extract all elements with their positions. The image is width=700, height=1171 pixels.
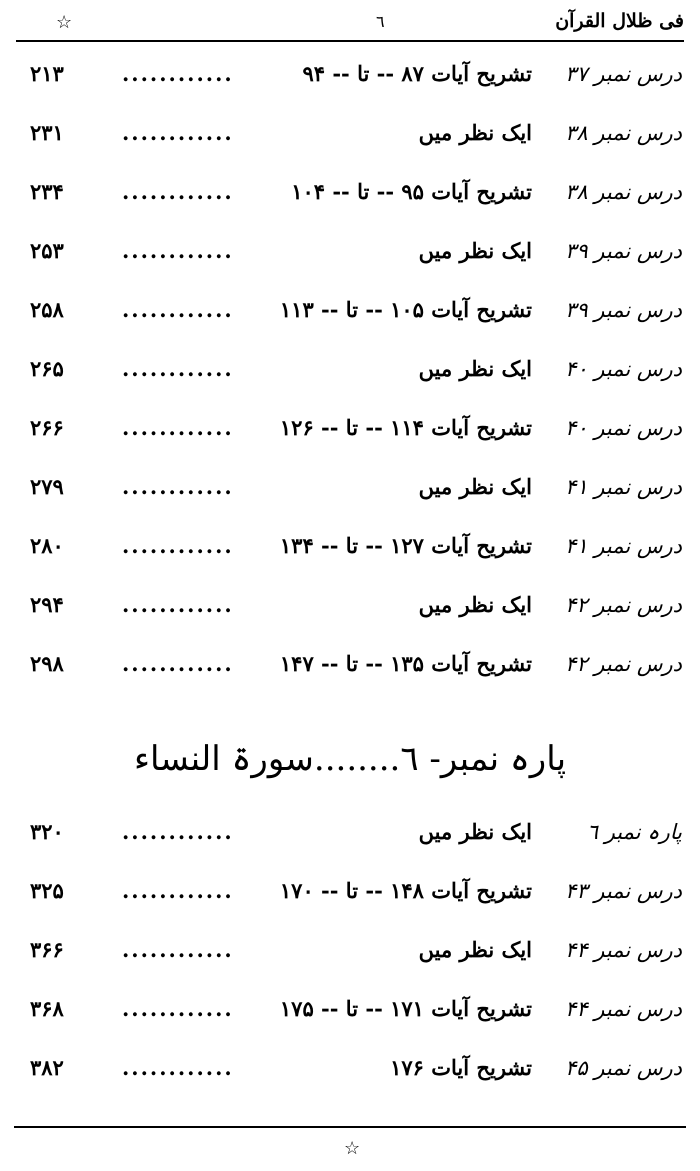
lesson-label: درس نمبر ۴۴ (565, 938, 682, 962)
toc-row (0, 406, 700, 450)
page-ref: ۳۶۶ (30, 937, 64, 962)
toc-description: ایک نظر میں (418, 592, 532, 617)
page-ref: ۲۸۰ (30, 533, 64, 558)
toc-description: تشریح آیات ۱۷۶ (390, 1055, 532, 1080)
toc-description: ایک نظر میں (418, 120, 532, 145)
toc-description: ایک نظر میں (418, 356, 532, 381)
lesson-label: درس نمبر ۴۰ (565, 416, 682, 440)
lesson-label: درس نمبر ۴۱ (565, 534, 682, 558)
page-number: ٦ (376, 12, 385, 31)
page-ref: ۳۶۸ (30, 996, 64, 1021)
toc-row (0, 52, 700, 96)
leader-dots: ............ (122, 120, 234, 145)
page-ref: ۲۵۳ (30, 238, 64, 263)
leader-dots: ............ (122, 878, 234, 903)
leader-dots: ............ (122, 356, 234, 381)
leader-dots: ............ (122, 179, 234, 204)
leader-dots: ............ (122, 415, 234, 440)
toc-row (0, 869, 700, 913)
toc-row (0, 642, 700, 686)
leader-dots: ............ (122, 937, 234, 962)
lesson-label: درس نمبر ۳۹ (565, 298, 682, 322)
leader-dots: ............ (122, 1055, 234, 1080)
toc-row (0, 987, 700, 1031)
leader-dots: ............ (122, 592, 234, 617)
toc-row (0, 347, 700, 391)
leader-dots: ............ (122, 819, 234, 844)
toc-description: تشریح آیات ۸۷ -- تا -- ۹۴ (302, 61, 532, 86)
toc-description: تشریح آیات ۱۱۴ -- تا -- ۱۲۶ (279, 415, 532, 440)
toc-row (0, 111, 700, 155)
toc-description: ایک نظر میں (418, 819, 532, 844)
leader-dots: ............ (122, 474, 234, 499)
toc-description: ایک نظر میں (418, 238, 532, 263)
toc-description: ایک نظر میں (418, 474, 532, 499)
toc-description: تشریح آیات ۱۰۵ -- تا -- ۱۱۳ (279, 297, 532, 322)
star-icon: ☆ (344, 1138, 361, 1159)
leader-dots: ............ (122, 297, 234, 322)
toc-description: تشریح آیات ۱۴۸ -- تا -- ۱۷۰ (279, 878, 532, 903)
page-ref: ۳۲۵ (30, 878, 64, 903)
toc-row (0, 524, 700, 568)
leader-dots: ............ (122, 651, 234, 676)
toc-row (0, 928, 700, 972)
page-ref: ۲۷۹ (30, 474, 64, 499)
book-title: فی ظلال القرآن (555, 10, 684, 32)
lesson-label: درس نمبر ۴۴ (565, 997, 682, 1021)
page-ref: ۲۶۵ (30, 356, 64, 381)
page-ref: ۲۹۴ (30, 592, 64, 617)
toc-row (0, 229, 700, 273)
lesson-label: درس نمبر ۳۸ (565, 121, 682, 145)
toc-description: تشریح آیات ۱۲۷ -- تا -- ۱۳۴ (279, 533, 532, 558)
star-icon: ☆ (56, 12, 73, 33)
toc-row (0, 170, 700, 214)
lesson-label: درس نمبر ۴۲ (565, 593, 682, 617)
lesson-label: درس نمبر ۴۱ (565, 475, 682, 499)
page-ref: ۳۸۲ (30, 1055, 64, 1080)
toc-row (0, 1046, 700, 1090)
lesson-label: درس نمبر ۴۳ (565, 879, 682, 903)
lesson-label: درس نمبر ۳۸ (565, 180, 682, 204)
page-header (16, 6, 684, 42)
toc-row (0, 583, 700, 627)
leader-dots: ............ (122, 238, 234, 263)
page-ref: ۲۳۱ (30, 120, 64, 145)
page-ref: ۳۲۰ (30, 819, 64, 844)
toc-description: تشریح آیات ۱۷۱ -- تا -- ۱۷۵ (279, 996, 532, 1021)
toc-row (0, 465, 700, 509)
leader-dots: ............ (122, 533, 234, 558)
lesson-label: درس نمبر ۳۹ (565, 239, 682, 263)
toc-description: تشریح آیات ۹۵ -- تا -- ۱۰۴ (291, 179, 532, 204)
page-ref: ۲۹۸ (30, 651, 64, 676)
toc-row (0, 810, 700, 854)
lesson-label: درس نمبر ۴۰ (565, 357, 682, 381)
lesson-label: پارہ نمبر ٦ (586, 820, 682, 844)
leader-dots: ............ (122, 996, 234, 1021)
page-ref: ۲۵۸ (30, 297, 64, 322)
page-ref: ۲۳۴ (30, 179, 64, 204)
lesson-label: درس نمبر ۴۵ (565, 1056, 682, 1080)
section-title: پارہ نمبر- ٦........سورۃ النساء (133, 739, 567, 779)
page-ref: ۲۱۳ (30, 61, 64, 86)
footer-rule (14, 1126, 686, 1128)
lesson-label: درس نمبر ۳۷ (565, 62, 682, 86)
toc-description: تشریح آیات ۱۳۵ -- تا -- ۱۴۷ (279, 651, 532, 676)
page-ref: ۲۶۶ (30, 415, 64, 440)
toc-description: ایک نظر میں (418, 937, 532, 962)
toc-row (0, 288, 700, 332)
lesson-label: درس نمبر ۴۲ (565, 652, 682, 676)
leader-dots: ............ (122, 61, 234, 86)
